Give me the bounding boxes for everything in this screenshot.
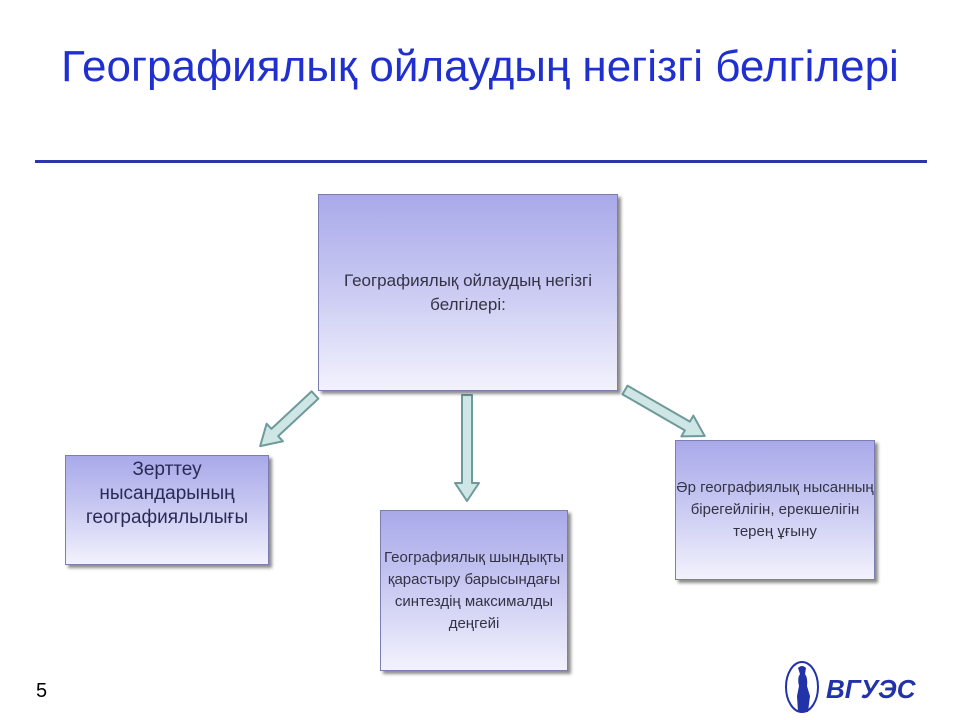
arrow-to-right-box bbox=[619, 380, 711, 447]
arrow-to-left-box bbox=[252, 386, 323, 455]
right-feature-box bbox=[675, 440, 875, 580]
statue-logo-icon bbox=[786, 662, 818, 712]
left-feature-text: Зерттеу нысандарының географиялылығы bbox=[85, 459, 249, 528]
middle-feature-box bbox=[380, 510, 568, 671]
middle-feature-text: Географиялық шындықты қарастыру барысындағы синтездің максималды деңгейі bbox=[384, 548, 564, 632]
university-logo bbox=[780, 660, 930, 715]
main-concept-text: Географиялық ойлаудың негізгі белгілері: bbox=[344, 270, 592, 314]
slide-title: Географиялық ойлаудың негізгі белгілері bbox=[61, 42, 899, 91]
page-number: 5 bbox=[36, 680, 48, 702]
arrow-to-middle-box bbox=[455, 395, 479, 501]
main-concept-box bbox=[318, 194, 618, 391]
logo-text: ВГУЭС bbox=[826, 674, 916, 704]
right-feature-text: Әр географиялық нысанның бірегейлігін, ерекшелігін терең ұғыну bbox=[676, 479, 874, 540]
left-feature-box bbox=[65, 455, 269, 565]
title-divider bbox=[35, 160, 927, 163]
